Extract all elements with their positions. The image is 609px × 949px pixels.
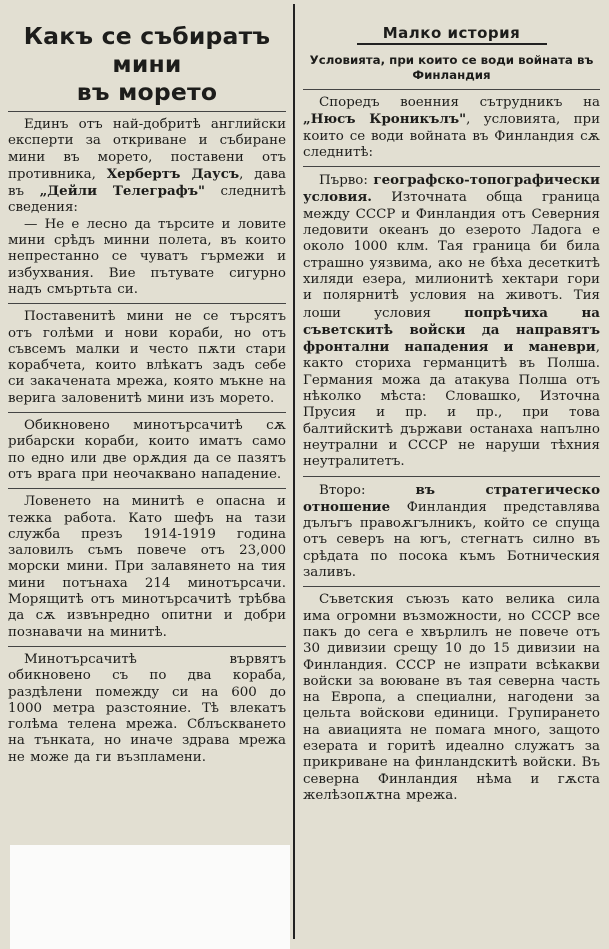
headline-rule [8, 111, 286, 112]
paragraph-rule [8, 646, 286, 647]
subhead-rule [303, 89, 600, 90]
left-paragraph-5: Ловенето на минитѣ е опасна и тежка работа. Като шефъ на тази служба презъ 1914-1919 година заловилъ съмъ повече отъ 23,000 морски мини. При залавянето на тия мини потънаха 214 минотърсачи. Морящитѣ отъ минотърсачитѣ трѣбва да сѫ извънредно опитни и добри познавачи на минитѣ. [8, 494, 286, 640]
paragraph-rule [8, 303, 286, 304]
column-divider [293, 4, 295, 939]
article-right-column [303, 20, 600, 804]
paragraph-rule [8, 488, 286, 489]
blank-paper-area [10, 845, 290, 949]
right-paragraph-2: Първо: географско-топографически условия. Източната обща граница между СССР и Финландия отъ Северния ледовити океанъ до езерото Ладога е около 1000 клм. Тая граница би била страшно уязвима, ако не бѣха десеткитѣ хиляди езера, милионитѣ хектари гори и полярнитѣ условия на животъ. Тия лоши условия попрѣчиха на съветскитѣ войски да направятъ фронтални нападения и маневри, както сториха германцитѣ въ Полша. Германия можа да атакува Полша отъ нѣколко мѣста: Словашко, Източна Прусия и пр. и пр., при това балтийскитѣ държави останаха напълно неутрални и СССР не наруши тѣхния неутралитетъ. [303, 172, 600, 470]
newspaper-name: „Нюсъ Кроникълъ" [303, 111, 467, 128]
paragraph-rule [8, 412, 286, 413]
section-title: Малко история [357, 24, 547, 45]
right-paragraph-4: Съветския съюзъ като велика сила има огромни възможности, но СССР все пакъ до сега е хвърлилъ не повече отъ 30 дивизии срещу 10 до 15 дивизии на Финландия. СССР не изпрати всѣкакви войски за воюване въ тая северна часть на Европа, а специални, нагодени за цельта войскови единици. Групирането на авиацията не помага много, защото езерата и горитѣ идеално служатъ за прикриване на финландскитѣ войски. Въ северна Финландия нѣма и гѫста желѣзопѫтна мрежа. [303, 592, 600, 803]
left-paragraph-3: Поставенитѣ мини не се търсятъ отъ голѣми и нови кораби, но отъ съвсемъ малки и често пѫти стари корабчета, които влѣкатъ задъ себе си закачената мрежа, която мъкне на верига заловенитѣ мини изъ морето. [8, 309, 286, 406]
right-paragraph-3: Второ: въ стратегическо отношение Финландия представлява дълъгъ правоѫгълникъ, който се спуща отъ северъ на югъ, стегнатъ силно въ срѣдата по посока къмъ Ботническия заливъ. [303, 481, 601, 581]
right-paragraph-1: Споредъ военния сътрудникъ на „Нюсъ Кроникълъ", условията, при които се води войната въ Финландия сѫ следнитѣ: [303, 95, 600, 160]
left-paragraph-2: — Не е лесно да търсите и ловите мини срѣдъ минни полета, въ които непрестанно се чуватъ гърмежи и избухвания. Вие пътувате сигурно надъ смъртьта си. [8, 216, 286, 297]
article-subhead: Условията, при които се води войната въ Финландия [309, 53, 594, 82]
left-paragraph-1: Единъ отъ най-добритѣ английски експерти за откриване и събиране мини въ морето, поставени отъ противника, Хербертъ Даусъ, дава въ „Дейли Телеграфъ" следнитѣ сведения: [8, 117, 286, 216]
expert-name: Хербертъ Даусъ [106, 165, 240, 182]
paragraph-rule [303, 476, 600, 477]
left-paragraph-4: Обикновено минотърсачитѣ сѫ рибарски кораби, които иматъ само по едно или две орѫдия да се пазятъ отъ врага при неочаквано нападение. [8, 418, 286, 482]
headline-line-1: Какъ се събиратъ мини [23, 22, 271, 78]
article-headline [8, 22, 286, 106]
newspaper-name: „Дейли Телеграфъ" [39, 183, 205, 200]
left-paragraph-6: Минотърсачитѣ вървятъ обикновено съ по два кораба, раздѣлени помежду си на 600 до 1000 метра разстояние. Тѣ влекатъ голѣма телена мрежа. Сблъскването на тънката, но иначе здрава мрежа не може да ги възпламени. [8, 651, 286, 765]
paragraph-rule [303, 166, 600, 167]
article-left-column [8, 20, 286, 766]
paragraph-rule [303, 586, 600, 587]
headline-line-2: въ морето [76, 78, 218, 106]
